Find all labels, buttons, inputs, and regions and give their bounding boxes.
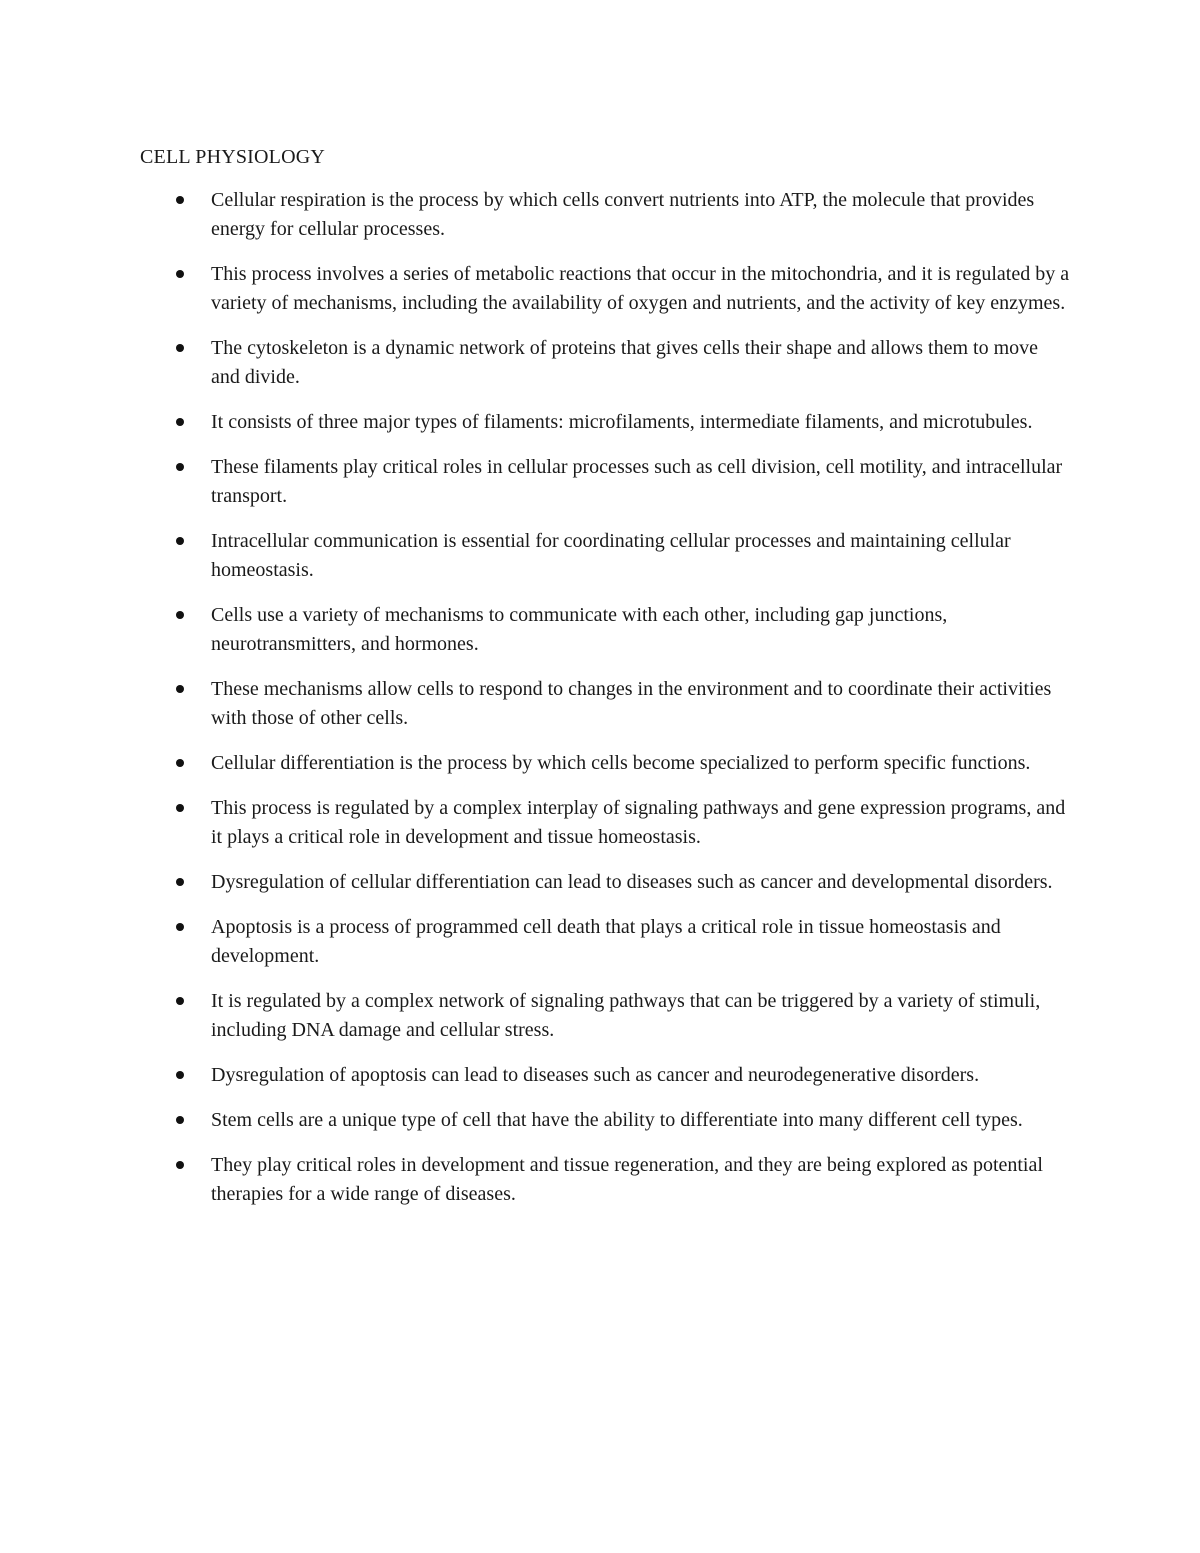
bullet-dot-icon xyxy=(176,344,184,352)
list-item xyxy=(0,675,1200,733)
bullet-dot-icon xyxy=(176,923,184,931)
list-item-text: They play critical roles in development and tissue regeneration, and they are being explored as potential therapies for a wide range of diseases. xyxy=(211,1154,1043,1205)
bullet-dot-icon xyxy=(176,1071,184,1079)
list-item xyxy=(0,453,1200,511)
list-item xyxy=(0,260,1200,318)
bullet-dot-icon xyxy=(176,759,184,767)
list-item xyxy=(0,1106,1200,1135)
list-item-text: These filaments play critical roles in cellular processes such as cell division, cell motility, and intracellular transport. xyxy=(211,456,1063,507)
list-item-text: Cellular respiration is the process by which cells convert nutrients into ATP, the molecule that provides energy for cellular processes. xyxy=(211,189,1035,240)
list-item-text: Dysregulation of apoptosis can lead to diseases such as cancer and neurodegenerative disorders. xyxy=(211,1064,980,1086)
list-item xyxy=(0,913,1200,971)
list-item-text: This process is regulated by a complex interplay of signaling pathways and gene expression programs, and it plays a critical role in development and tissue homeostasis. xyxy=(211,797,1066,848)
list-item-text: The cytoskeleton is a dynamic network of proteins that gives cells their shape and allows them to move and divide. xyxy=(211,337,1039,388)
bullet-dot-icon xyxy=(176,804,184,812)
bullet-dot-icon xyxy=(176,997,184,1005)
bullet-dot-icon xyxy=(176,1161,184,1169)
list-item xyxy=(0,601,1200,659)
list-item xyxy=(0,749,1200,778)
list-item-text: Stem cells are a unique type of cell that have the ability to differentiate into many different cell types. xyxy=(211,1109,1023,1131)
bullet-dot-icon xyxy=(176,463,184,471)
bullet-dot-icon xyxy=(176,878,184,886)
bullet-dot-icon xyxy=(176,196,184,204)
bullet-list xyxy=(0,186,1200,1225)
bullet-dot-icon xyxy=(176,270,184,278)
list-item xyxy=(0,1151,1200,1209)
list-item xyxy=(0,408,1200,437)
bullet-dot-icon xyxy=(176,611,184,619)
list-item-text: Cells use a variety of mechanisms to communicate with each other, including gap junctions, neurotransmitters, and hormones. xyxy=(211,604,948,655)
bullet-dot-icon xyxy=(176,1116,184,1124)
list-item-text: Cellular differentiation is the process by which cells become specialized to perform specific functions. xyxy=(211,752,1031,774)
list-item xyxy=(0,1061,1200,1090)
page-title: CELL PHYSIOLOGY xyxy=(140,146,326,168)
bullet-dot-icon xyxy=(176,537,184,545)
list-item xyxy=(0,186,1200,244)
list-item xyxy=(0,334,1200,392)
bullet-dot-icon xyxy=(176,685,184,693)
bullet-dot-icon xyxy=(176,418,184,426)
list-item-text: This process involves a series of metabolic reactions that occur in the mitochondria, and it is regulated by a variety of mechanisms, including the availability of oxygen and nutrients, and the activity of key enzymes. xyxy=(211,263,1070,314)
list-item-text: Apoptosis is a process of programmed cell death that plays a critical role in tissue homeostasis and development. xyxy=(211,916,1001,967)
list-item xyxy=(0,987,1200,1045)
list-item-text: These mechanisms allow cells to respond to changes in the environment and to coordinate their activities with those of other cells. xyxy=(211,678,1052,729)
list-item xyxy=(0,794,1200,852)
list-item xyxy=(0,527,1200,585)
list-item-text: It is regulated by a complex network of signaling pathways that can be triggered by a variety of stimuli, including DNA damage and cellular stress. xyxy=(211,990,1041,1041)
list-item-text: It consists of three major types of filaments: microfilaments, intermediate filaments, and microtubules. xyxy=(211,411,1033,433)
list-item xyxy=(0,868,1200,897)
list-item-text: Intracellular communication is essential for coordinating cellular processes and maintaining cellular homeostasis. xyxy=(211,530,1011,581)
list-item-text: Dysregulation of cellular differentiation can lead to diseases such as cancer and developmental disorders. xyxy=(211,871,1053,893)
